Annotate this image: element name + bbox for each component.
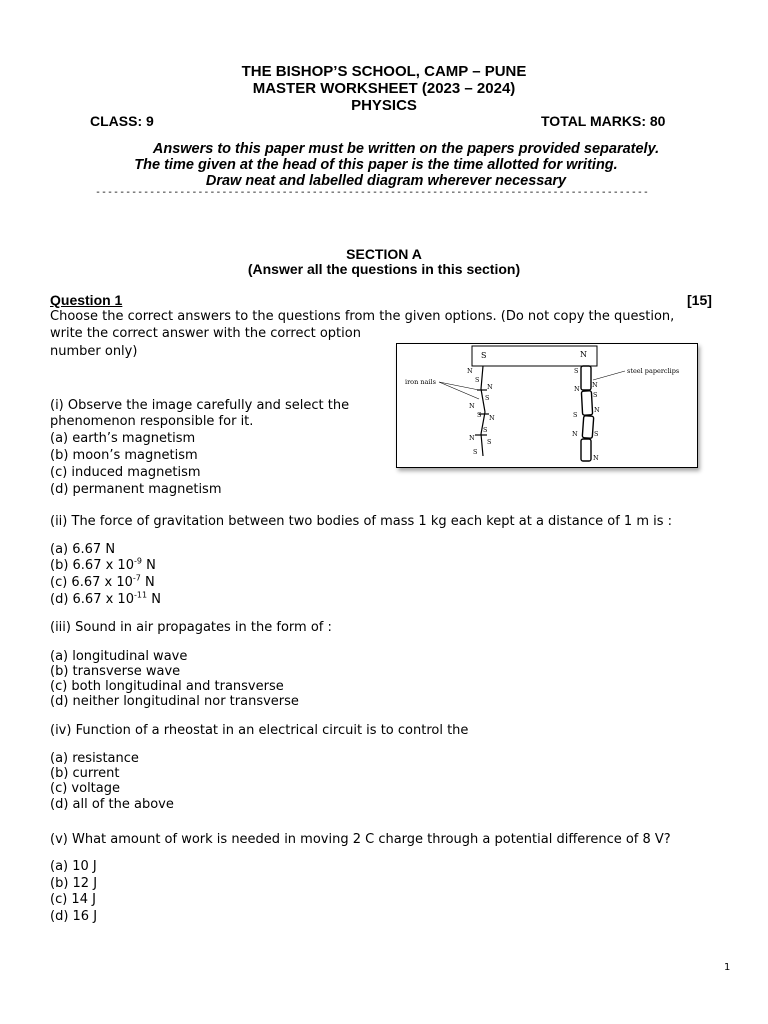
question-iv-option-c: (c) voltage bbox=[50, 781, 120, 796]
svg-text:N: N bbox=[572, 430, 578, 438]
separator-line: -------------------------------------------------------------------------------------------- bbox=[95, 187, 649, 198]
question-v-option-c: (c) 14 J bbox=[50, 892, 96, 907]
svg-text:N: N bbox=[469, 434, 475, 442]
question-i-stem-2: phenomenon responsible for it. bbox=[50, 414, 254, 429]
question-iv-option-b: (b) current bbox=[50, 766, 120, 781]
svg-text:N: N bbox=[489, 414, 495, 422]
section-title: SECTION A bbox=[346, 246, 422, 262]
section-subtitle: (Answer all the questions in this section) bbox=[247, 261, 521, 277]
subject-title: PHYSICS bbox=[351, 97, 417, 114]
instruction-line-3: Draw neat and labelled diagram wherever necessary bbox=[205, 173, 567, 189]
question-1-intro-2: write the correct answer with the correct option bbox=[50, 326, 361, 341]
svg-text:N: N bbox=[593, 454, 599, 462]
magnet-pole-n: N bbox=[580, 350, 587, 359]
question-v-option-d: (d) 16 J bbox=[50, 909, 98, 924]
svg-text:S: S bbox=[475, 376, 480, 384]
nail-pole-labels bbox=[467, 367, 495, 456]
svg-text:N: N bbox=[574, 385, 580, 393]
school-name: THE BISHOP’S SCHOOL, CAMP – PUNE bbox=[241, 63, 527, 80]
question-1-intro-1: Choose the correct answers to the questions from the given options. (Do not copy the question, bbox=[50, 309, 675, 324]
question-iii-option-b: (b) transverse wave bbox=[50, 664, 181, 679]
svg-text:S: S bbox=[593, 391, 598, 399]
svg-text:N: N bbox=[487, 383, 493, 391]
question-i-option-c: (c) induced magnetism bbox=[50, 465, 201, 480]
question-v-stem: (v) What amount of work is needed in moving 2 C charge through a potential difference of 8 V? bbox=[50, 832, 671, 847]
question-ii-option-a: (a) 6.67 N bbox=[50, 542, 116, 557]
question-ii-stem: (ii) The force of gravitation between two bodies of mass 1 kg each kept at a distance of 1 m is : bbox=[50, 514, 673, 529]
svg-text:S: S bbox=[594, 430, 599, 438]
question-i-option-a: (a) earth’s magnetism bbox=[50, 431, 196, 446]
question-iii-stem: (iii) Sound in air propagates in the form of : bbox=[50, 620, 332, 635]
svg-text:S: S bbox=[477, 411, 482, 419]
question-iv-option-a: (a) resistance bbox=[50, 751, 139, 766]
question-1-label: Question 1 bbox=[50, 292, 123, 308]
svg-text:N: N bbox=[469, 402, 475, 410]
question-i-option-b: (b) moon’s magnetism bbox=[50, 448, 198, 463]
magnet-pole-s: S bbox=[481, 351, 487, 360]
question-1-marks: [15] bbox=[687, 292, 712, 308]
question-ii-option-c: (c) 6.67 x $10^{-7}$ N bbox=[50, 573, 155, 590]
iron-nails-label: iron nails bbox=[405, 378, 436, 386]
question-i-stem-1: (i) Observe the image carefully and select the bbox=[50, 398, 350, 413]
svg-text:N: N bbox=[592, 381, 598, 389]
question-iii-option-a: (a) longitudinal wave bbox=[50, 649, 188, 664]
question-v-option-a: (a) 10 J bbox=[50, 859, 97, 874]
instruction-line-1: Answers to this paper must be written on the papers provided separately. bbox=[152, 141, 660, 157]
svg-text:S: S bbox=[485, 394, 490, 402]
question-ii-option-d: (d) 6.67 x $10^{-11}$ N bbox=[50, 590, 161, 607]
svg-text:S: S bbox=[574, 367, 579, 375]
svg-text:S: S bbox=[483, 426, 488, 434]
svg-text:S: S bbox=[473, 448, 478, 456]
svg-text:N: N bbox=[467, 367, 473, 375]
total-marks-label: TOTAL MARKS: 80 bbox=[541, 113, 666, 129]
steel-paperclips-label: steel paperclips bbox=[627, 367, 680, 375]
question-iv-stem: (iv) Function of a rheostat in an electrical circuit is to control the bbox=[50, 723, 469, 738]
magnet-figure bbox=[396, 343, 698, 468]
svg-text:N: N bbox=[594, 406, 600, 414]
svg-text:S: S bbox=[487, 438, 492, 446]
worksheet-title: MASTER WORKSHEET (2023 – 2024) bbox=[252, 80, 516, 97]
instruction-line-2: The time given at the head of this paper is the time allotted for writing. bbox=[134, 157, 618, 173]
question-iii-option-c: (c) both longitudinal and transverse bbox=[50, 679, 284, 694]
question-v-option-b: (b) 12 J bbox=[50, 876, 98, 891]
svg-text:S: S bbox=[573, 411, 578, 419]
page-number: 1 bbox=[724, 962, 731, 973]
question-iii-option-d: (d) neither longitudinal nor transverse bbox=[50, 694, 299, 709]
question-ii-option-b: (b) 6.67 x $10^{-9}$ N bbox=[50, 556, 156, 573]
class-label: CLASS: 9 bbox=[90, 113, 154, 129]
magnet-diagram bbox=[397, 344, 697, 467]
question-i-option-d: (d) permanent magnetism bbox=[50, 482, 222, 497]
question-iv-option-d: (d) all of the above bbox=[50, 797, 174, 812]
question-1-intro-3: number only) bbox=[50, 344, 138, 359]
